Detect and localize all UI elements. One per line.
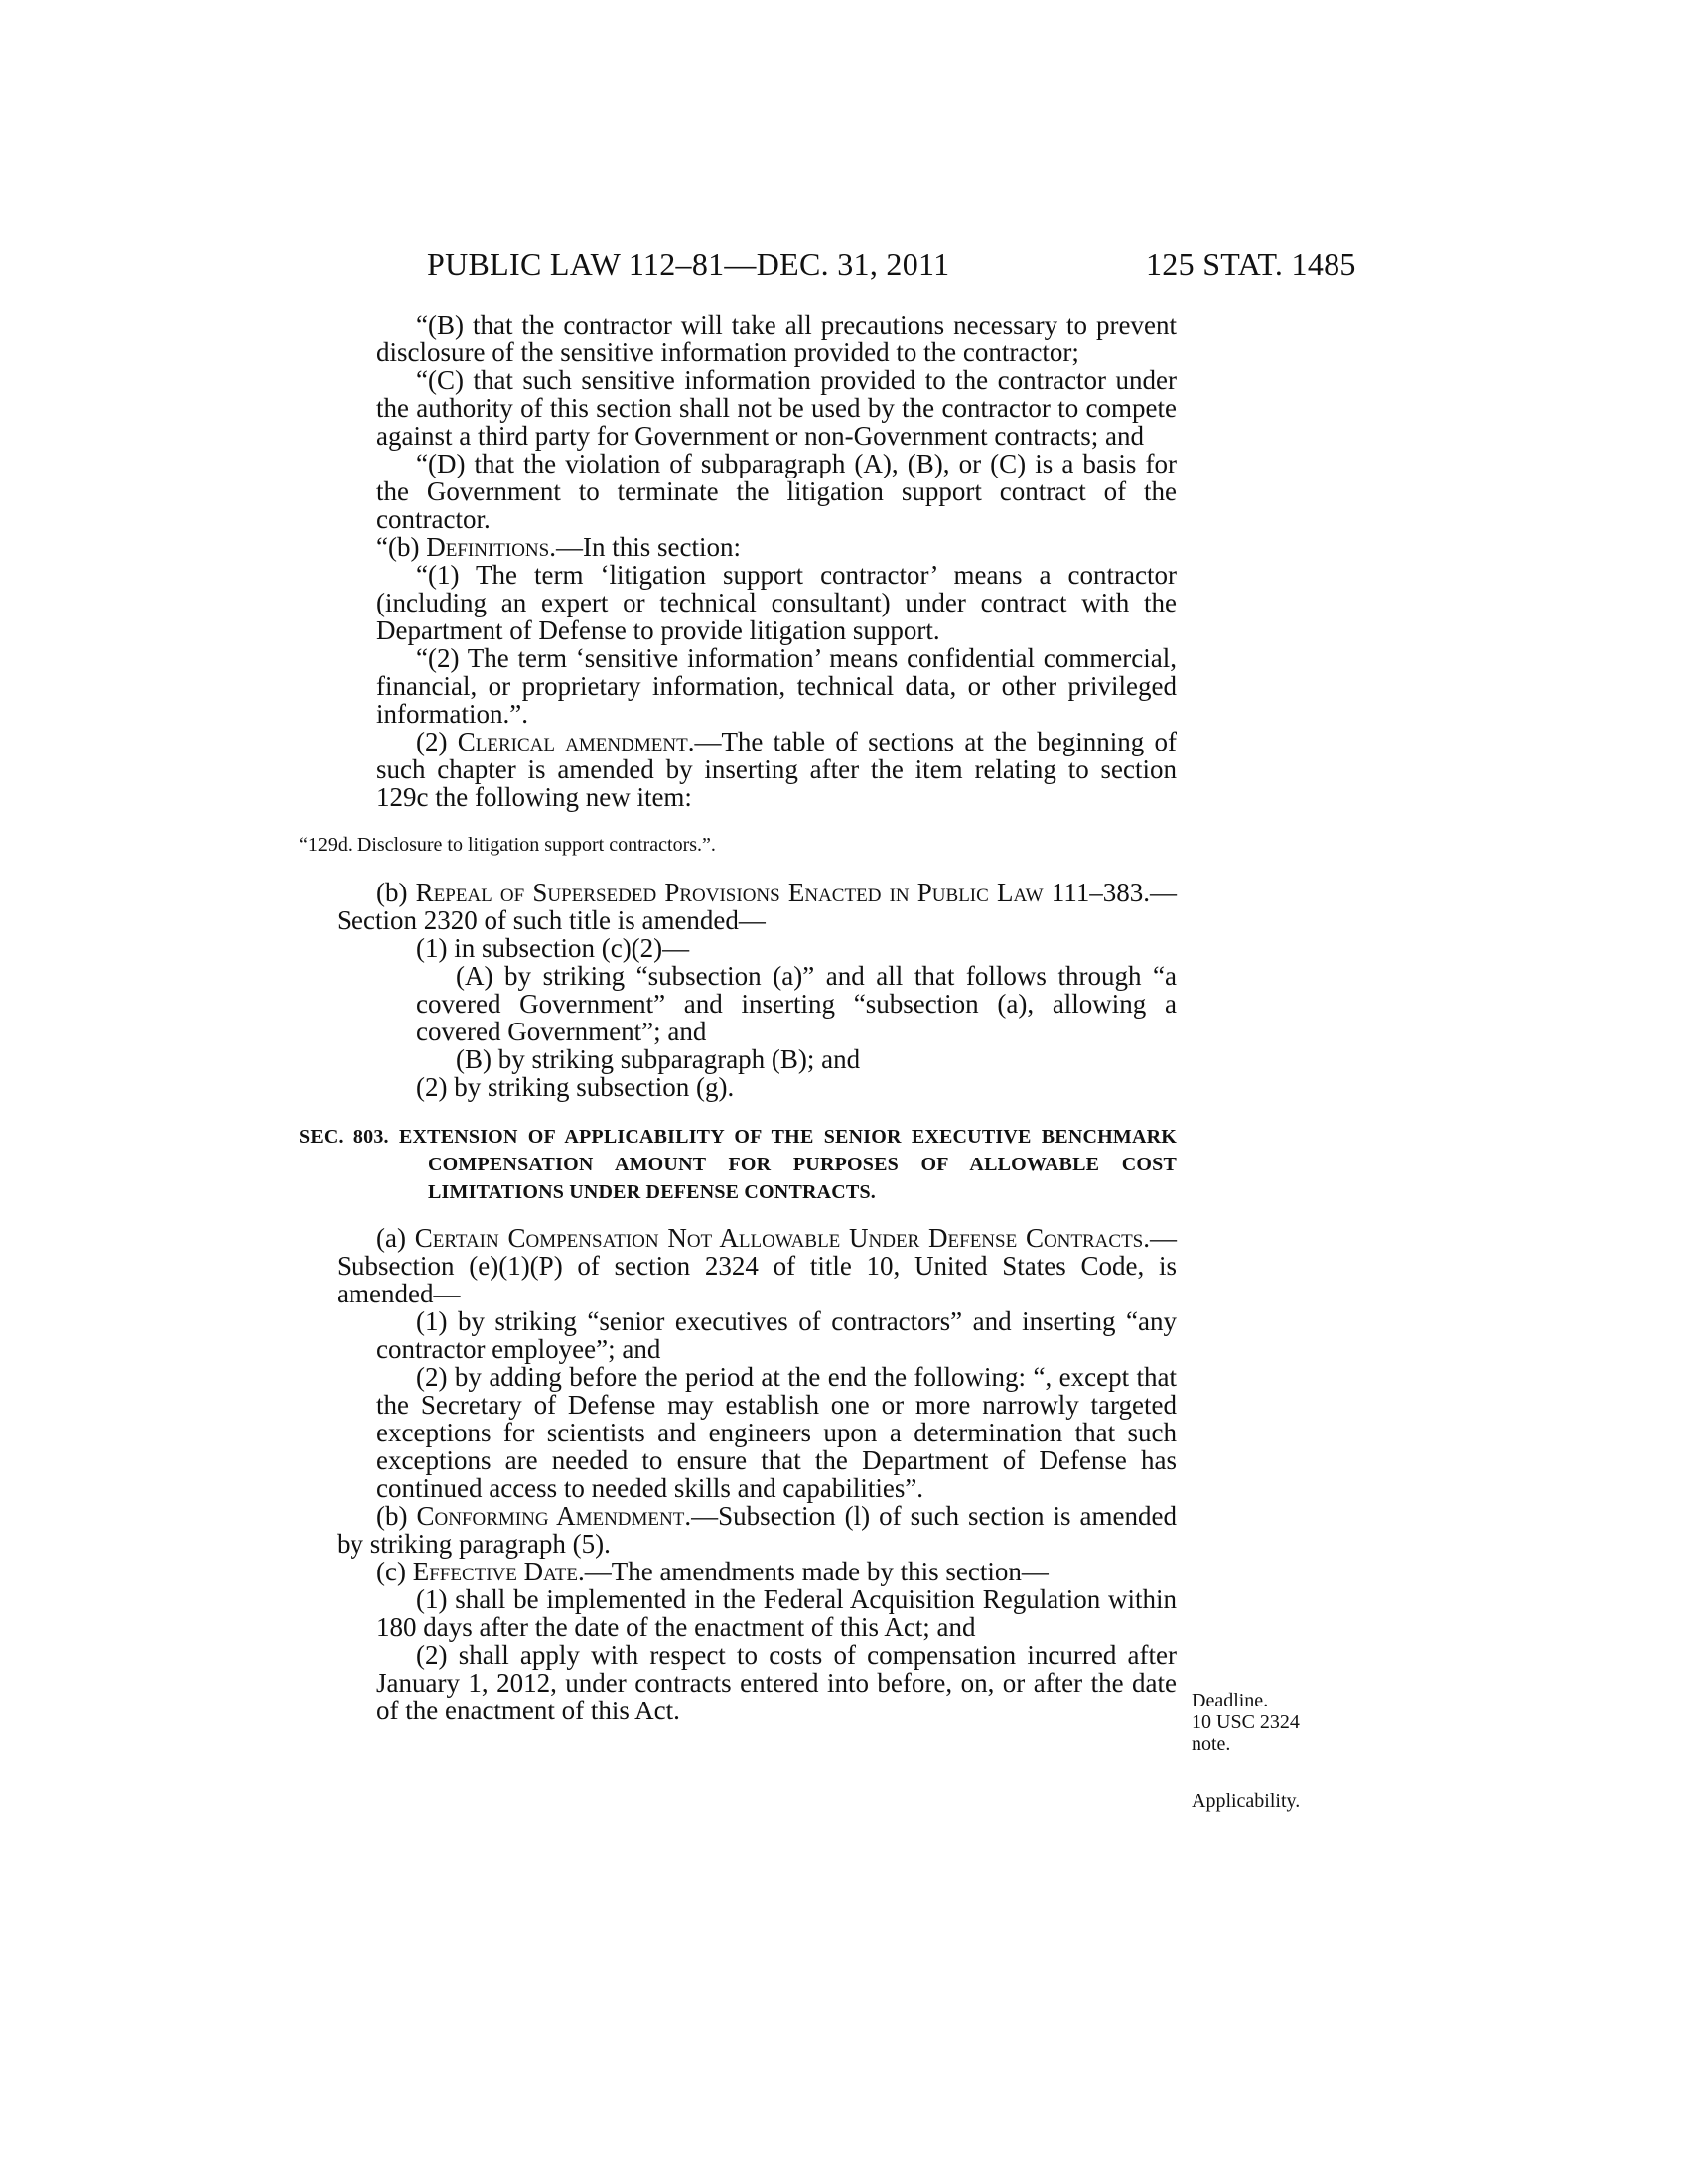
- running-header-left: PUBLIC LAW 112–81—DEC. 31, 2011: [427, 246, 950, 282]
- page-number-stat: 125 STAT. 1485: [1146, 246, 1356, 282]
- definition-sensitive-information: “(2) The term ‘sensitive information’ means confidential commercial, financial, or proprietary information, technical data, or other privileged information.”.: [376, 643, 1177, 729]
- subsection-a-caption: Certain Compensation Not Allowable Under Defense Contracts: [414, 1223, 1144, 1253]
- clerical-amendment: [337, 728, 1177, 811]
- definitions-heading: [337, 533, 1177, 561]
- repeal-item-1: (1) in subsection (c)(2)—: [416, 933, 690, 963]
- subsection-b-caption: Conforming Amendment: [416, 1501, 685, 1531]
- clerical-lead: (2): [416, 727, 458, 756]
- repeal-lead: (b): [376, 878, 416, 907]
- paragraph-d-violation: “(D) that the violation of subparagraph (A), (B), or (C) is a basis for the Government to terminate the litigation support contract of the contractor.: [376, 449, 1177, 534]
- table-of-sections-item: “129d. Disclosure to litigation support contractors.”.: [299, 834, 716, 856]
- section-803-title-block: [299, 1123, 1177, 1206]
- definitions-rest: .—In this section:: [549, 532, 741, 562]
- margin-note-deadline: Deadline. 10 USC 2324 note.: [1192, 1690, 1300, 1755]
- paragraph-b-precautions: “(B) that the contractor will take all precautions necessary to prevent disclosure of the sensitive information provided to the contractor;: [376, 310, 1177, 367]
- definitions-caption: Definitions: [426, 532, 550, 562]
- subsection-c-item-1: (1) shall be implemented in the Federal Acquisition Regulation within 180 days after the date of the enactment of this Act; and: [376, 1584, 1177, 1642]
- subsection-c-lead: (c): [376, 1557, 413, 1586]
- subsection-b-rest: .—Subsection (l) of such section is amended by striking paragraph (5).: [337, 1501, 1177, 1559]
- subsection-c: [337, 1558, 1177, 1585]
- repeal-item-1a: (A) by striking “subsection (a)” and all that follows through “a covered Government” and inserting “subsection (a), allowing a covered Government”; and: [416, 961, 1177, 1046]
- subsection-c-caption: Effective Date: [412, 1557, 578, 1586]
- clerical-caption: Clerical amendment: [457, 727, 688, 756]
- repeal-item-1b: (B) by striking subparagraph (B); and: [456, 1044, 861, 1074]
- section-number: SEC. 803.: [299, 1126, 389, 1148]
- subsection-a-item-2: (2) by adding before the period at the end the following: “, except that the Secretary of Defense may establish one or more narrowly targeted exceptions for scientists and engineers upon a determination that such exceptions are needed to ensure that the Department of Defense has continued access to needed skills and capabilities”.: [376, 1362, 1177, 1503]
- section-803-heading: [299, 1123, 1177, 1206]
- repeal-paragraph: [337, 879, 1177, 934]
- subsection-c-rest: .—The amendments made by this section—: [577, 1557, 1049, 1586]
- repeal-rest: 111–383.—Section 2320 of such title is amended—: [337, 878, 1178, 935]
- subsection-a-rest: .—Subsection (e)(1)(P) of section 2324 of title 10, United States Code, is amended—: [337, 1223, 1178, 1308]
- subsection-a: [337, 1224, 1177, 1307]
- subsection-a-item-1: (1) by striking “senior executives of contractors” and inserting “any contractor employee”; and: [376, 1306, 1177, 1364]
- clerical-rest: .—The table of sections at the beginning of such chapter is amended by inserting after the item relating to section 129c the following new item:: [376, 727, 1177, 812]
- definitions-lead: “(b): [376, 532, 427, 562]
- subsection-b-lead: (b): [376, 1501, 417, 1531]
- document-body: [299, 310, 1178, 1725]
- repeal-item-2: (2) by striking subsection (g).: [416, 1072, 735, 1102]
- subsection-b: [337, 1502, 1177, 1558]
- subsection-a-lead: (a): [376, 1223, 415, 1253]
- subsection-c-item-2: (2) shall apply with respect to costs of compensation incurred after January 1, 2012, under contracts entered into before, on, or after the date of the enactment of this Act.: [376, 1640, 1177, 1725]
- repeal-caption: Repeal of Superseded Provisions Enacted in Public Law: [415, 878, 1044, 907]
- definition-litigation-support-contractor: “(1) The term ‘litigation support contractor’ means a contractor (including an expert or technical consultant) under contract with the Department of Defense to provide litigation support.: [376, 560, 1177, 645]
- section-title: EXTENSION OF APPLICABILITY OF THE SENIOR EXECUTIVE BENCHMARK COMPENSATION AMOUNT FOR PURPOSES OF ALLOWABLE COST LIMITATIONS UNDER DEFENSE CONTRACTS.: [398, 1126, 1177, 1203]
- margin-note-applicability: Applicability.: [1192, 1790, 1301, 1812]
- paragraph-c-no-compete: “(C) that such sensitive information provided to the contractor under the authority of this section shall not be used by the contractor to compete against a third party for Government or non-Government contracts; and: [376, 365, 1177, 451]
